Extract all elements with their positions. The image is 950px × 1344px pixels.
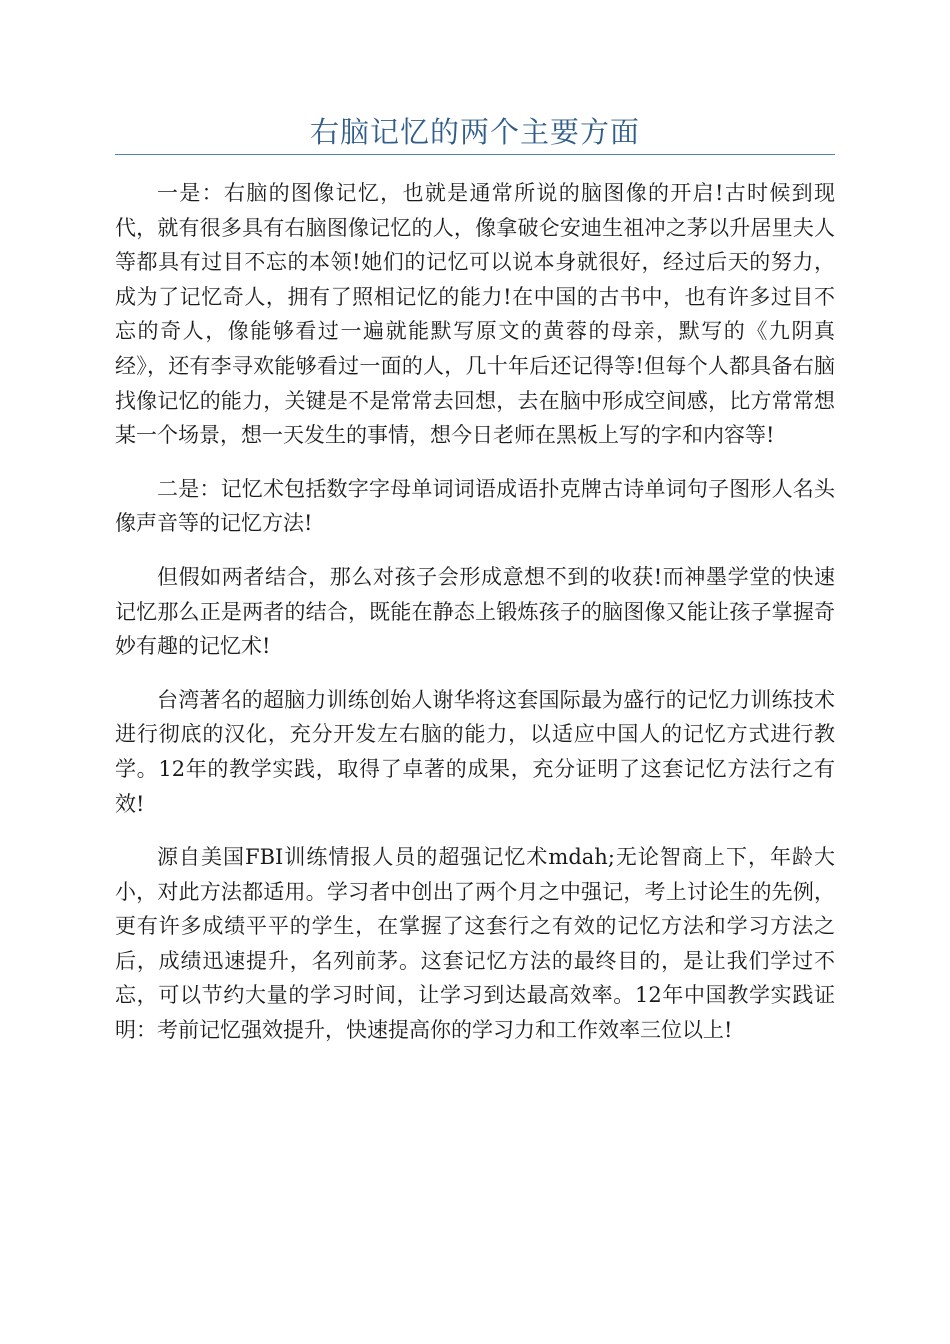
title-underline bbox=[115, 154, 835, 155]
paragraph-3: 但假如两者结合，那么对孩子会形成意想不到的收获!而神墨学堂的快速记忆那么正是两者的结合，既能在静态上锻炼孩子的脑图像又能让孩子掌握奇妙有趣的记忆术! bbox=[115, 564, 835, 659]
document-body bbox=[115, 176, 835, 1067]
paragraph-5: 源自美国FBI训练情报人员的超强记忆术mdah;无论智商上下，年龄大小，对此方法都适用。学习者中创出了两个月之中强记，考上讨论生的先例，更有许多成绩平平的学生，在掌握了这套行之有效的记忆方法和学习方法之后，成绩迅速提升，名列前茅。这套记忆方法的最终目的，是让我们学过不忘，可以节约大量的学习时间，让学习到达最高效率。12年中国教学实践证明：考前记忆强效提升，快速提高你的学习力和工作效率三位以上! bbox=[115, 845, 835, 1043]
page-title: 右脑记忆的两个主要方面 bbox=[309, 115, 640, 149]
paragraph-1: 一是：右脑的图像记忆，也就是通常所说的脑图像的开启!古时候到现代，就有很多具有右脑图像记忆的人，像拿破仑安迪生祖冲之茅以升居里夫人等都具有过目不忘的本领!她们的记忆可以说本身就很好，经过后天的努力，成为了记忆奇人，拥有了照相记忆的能力!在中国的古书中，也有许多过目不忘的奇人，像能够看过一遍就能默写原文的黄蓉的母亲，默写的《九阴真经》，还有李寻欢能够看过一面的人，几十年后还记得等!但每个人都具备右脑找像记忆的能力，关键是不是常常去回想，去在脑中形成空间感，比方常常想某一个场景，想一天发生的事情，想今日老师在黑板上写的字和内容等! bbox=[115, 181, 835, 448]
paragraph-2: 二是：记忆术包括数字字母单词词语成语扑克牌古诗单词句子图形人名头像声音等的记忆方法! bbox=[115, 476, 835, 536]
paragraph-4: 台湾著名的超脑力训练创始人谢华将这套国际最为盛行的记忆力训练技术进行彻底的汉化，充分开发左右脑的能力，以适应中国人的记忆方式进行教学。12年的教学实践，取得了卓著的成果，充分证明了这套记忆方法行之有效! bbox=[115, 687, 835, 816]
